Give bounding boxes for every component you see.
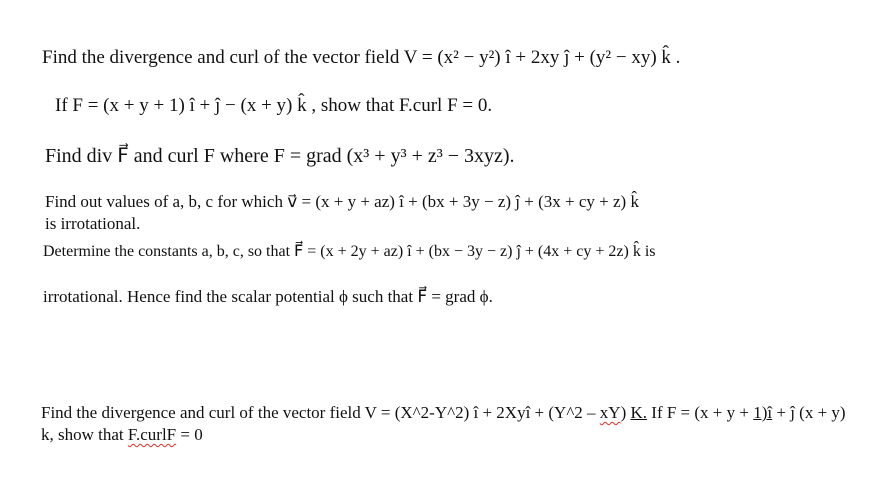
problem-2: If F = (x + y + 1) î + ĵ − (x + y) k̂ , show that F.curl F = 0.	[55, 95, 493, 116]
underlined-1i: 1)î	[753, 403, 773, 422]
problem-3: Find div F⃗ and curl F where F = grad (x³ + y³ + z³ − 3xyz).	[45, 145, 515, 167]
underlined-k: K.	[630, 403, 648, 422]
problem-4-line-1: Find out values of a, b, c for which v⃗ = (x + y + az) î + (bx + 3y − z) ĵ + (3x + cy + z) k̂	[45, 192, 639, 211]
problem-5-line-1: Determine the constants a, b, c, so that F⃗ = (x + 2y + az) î + (bx − 3y − z) ĵ + (4x + cy + 2z) k̂ is	[43, 243, 656, 260]
typed-text-part-7: + ĵ (x + y) k, show that	[41, 403, 846, 444]
spellcheck-flagged-xy: xY	[599, 403, 621, 422]
problem-5-line-2: irrotational. Hence find the scalar potential ϕ such that F⃗ = grad ϕ.	[43, 287, 493, 306]
typed-question-text	[41, 402, 851, 446]
problem-1: Find the divergence and curl of the vector field V = (x² − y²) î + 2xy ĵ + (y² − xy) k̂ .	[42, 47, 681, 68]
typed-text-part-5: If F = (x + y +	[647, 403, 754, 422]
typed-text-part-9: = 0	[176, 425, 203, 444]
typed-text-part-1: Find the divergence and curl of the vector field V = (X^2-Y^2) î + 2Xyî + (Y^2 –	[41, 403, 600, 422]
typed-text-part-3: )	[620, 403, 631, 422]
spellcheck-flagged-fcurlf: F.curlF	[127, 425, 177, 444]
problem-4-line-2: is irrotational.	[45, 214, 141, 233]
